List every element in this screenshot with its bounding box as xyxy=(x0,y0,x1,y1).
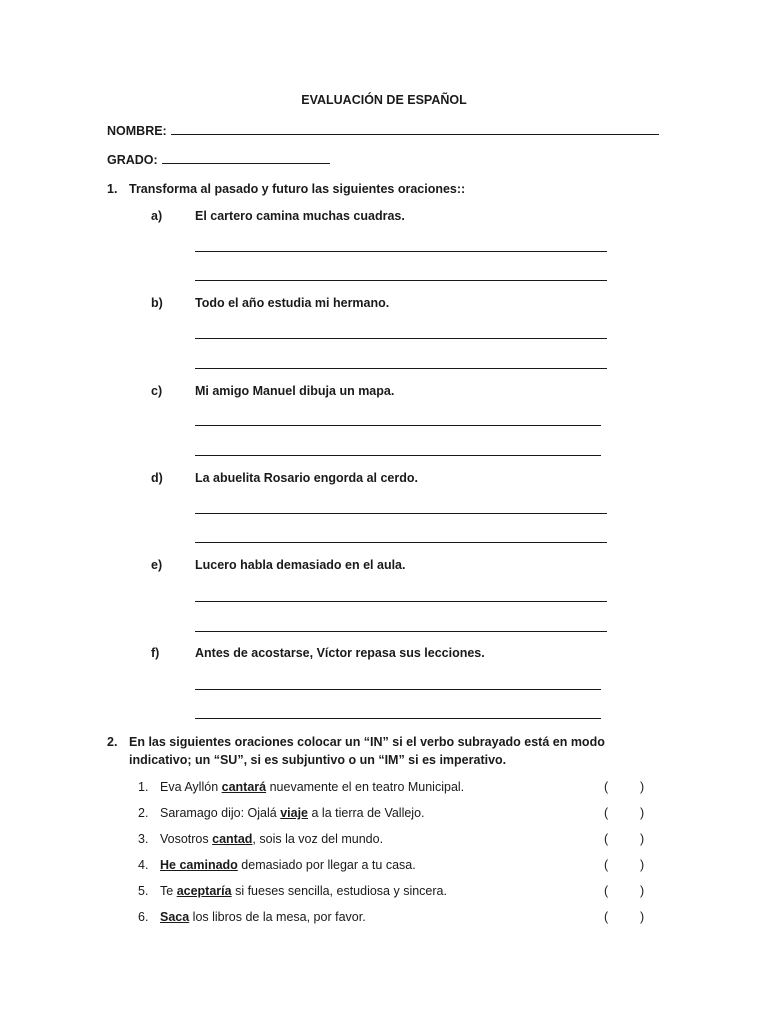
answer-line xyxy=(195,601,607,602)
answer-paren-open: ( xyxy=(604,910,609,924)
answer-line xyxy=(195,251,607,252)
q2-item-sentence xyxy=(160,910,366,924)
sentence-text: Eva Ayllón xyxy=(160,780,222,794)
grado-label: GRADO: xyxy=(107,153,158,167)
question-2-text: En las siguientes oraciones colocar un “IN” si el verbo subrayado está en modo indicativo; un “SU”, si es subjuntivo o un “IM” si es imperativo. xyxy=(129,735,605,767)
q1-item-letter: d) xyxy=(151,471,163,485)
answer-line xyxy=(195,455,601,456)
q1-item-letter: c) xyxy=(151,384,163,398)
answer-paren-open: ( xyxy=(604,858,609,872)
q2-item-sentence xyxy=(160,806,425,820)
answer-line xyxy=(195,689,601,690)
q1-item-sentence: Mi amigo Manuel dibuja un mapa. xyxy=(195,384,395,398)
answer-paren-close: ) xyxy=(640,884,645,898)
q2-item-number: 1. xyxy=(138,780,149,794)
q1-item-sentence: El cartero camina muchas cuadras. xyxy=(195,209,405,223)
nombre-label: NOMBRE: xyxy=(107,124,167,138)
q1-item-letter: a) xyxy=(151,209,163,223)
answer-paren-open: ( xyxy=(604,884,609,898)
q2-list-item xyxy=(138,780,658,798)
q1-item-letter: e) xyxy=(151,558,163,572)
q1-item-sentence: Antes de acostarse, Víctor repasa sus lecciones. xyxy=(195,646,485,660)
sentence-text: Saramago dijo: Ojalá xyxy=(160,806,281,820)
q2-item-number: 4. xyxy=(138,858,149,872)
nombre-blank-line xyxy=(171,122,659,135)
answer-paren-close: ) xyxy=(640,806,645,820)
underlined-verb: aceptaría xyxy=(176,884,232,898)
answer-line xyxy=(195,631,607,632)
answer-line xyxy=(195,368,607,369)
q1-item-letter: b) xyxy=(151,296,163,310)
q2-item-number: 6. xyxy=(138,910,149,924)
sentence-text: Te xyxy=(160,884,177,898)
underlined-verb: He caminado xyxy=(160,858,238,872)
answer-paren-close: ) xyxy=(640,780,645,794)
q2-item-number: 3. xyxy=(138,832,149,846)
q2-item-number: 5. xyxy=(138,884,149,898)
question-2-number: 2. xyxy=(107,735,118,749)
underlined-verb: cantad xyxy=(212,832,253,846)
q2-item-sentence xyxy=(160,780,464,794)
sentence-text: demasiado por llegar a tu casa. xyxy=(237,858,416,872)
q1-item-sentence: Todo el año estudia mi hermano. xyxy=(195,296,390,310)
answer-line xyxy=(195,280,607,281)
question-1-number: 1. xyxy=(107,182,118,196)
grado-blank-line xyxy=(162,151,330,164)
sentence-text: los libros de la mesa, por favor. xyxy=(189,910,366,924)
answer-line xyxy=(195,338,607,339)
answer-line xyxy=(195,425,601,426)
question-1-heading xyxy=(107,180,667,198)
q2-item-sentence xyxy=(160,858,416,872)
sentence-text: nuevamente el en teatro Municipal. xyxy=(266,780,465,794)
underlined-verb: Saca xyxy=(160,910,190,924)
answer-line xyxy=(195,718,601,719)
q2-list-item xyxy=(138,884,658,902)
question-1-text: Transforma al pasado y futuro las siguientes oraciones:: xyxy=(129,182,466,196)
sentence-text: , sois la voz del mundo. xyxy=(252,832,384,846)
q2-list-item xyxy=(138,806,658,824)
underlined-verb: cantará xyxy=(221,780,267,794)
q1-item-sentence: La abuelita Rosario engorda al cerdo. xyxy=(195,471,418,485)
answer-paren-close: ) xyxy=(640,832,645,846)
answer-paren-close: ) xyxy=(640,910,645,924)
answer-paren-open: ( xyxy=(604,806,609,820)
q2-item-number: 2. xyxy=(138,806,149,820)
sentence-text: si fueses sencilla, estudiosa y sincera. xyxy=(231,884,447,898)
q2-list-item xyxy=(138,858,658,876)
grado-field xyxy=(107,151,330,167)
q2-item-sentence xyxy=(160,832,383,846)
answer-paren-open: ( xyxy=(604,832,609,846)
q2-list-item xyxy=(138,910,658,928)
question-2-heading xyxy=(107,733,667,769)
q2-list-item xyxy=(138,832,658,850)
q1-item-sentence: Lucero habla demasiado en el aula. xyxy=(195,558,406,572)
underlined-verb: viaje xyxy=(280,806,309,820)
answer-line xyxy=(195,513,607,514)
q2-item-sentence xyxy=(160,884,447,898)
answer-paren-close: ) xyxy=(640,858,645,872)
sentence-text: a la tierra de Vallejo. xyxy=(308,806,425,820)
sentence-text: Vosotros xyxy=(160,832,213,846)
q1-item-letter: f) xyxy=(151,646,160,660)
answer-line xyxy=(195,542,607,543)
page-title: EVALUACIÓN DE ESPAÑOL xyxy=(301,93,467,107)
nombre-field xyxy=(107,122,659,138)
answer-paren-open: ( xyxy=(604,780,609,794)
